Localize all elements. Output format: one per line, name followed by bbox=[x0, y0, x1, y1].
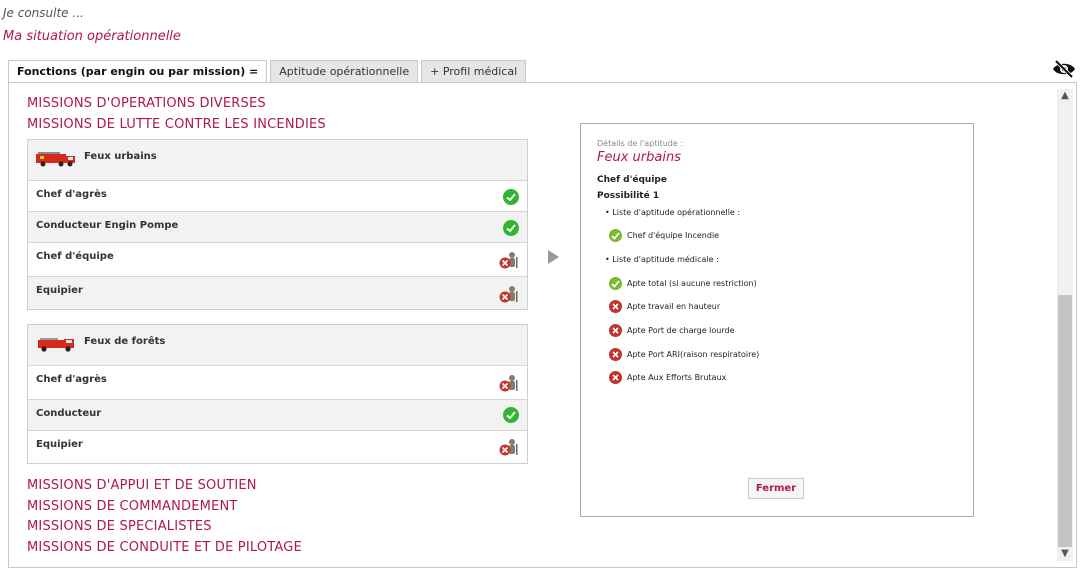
tab-aptitude-operationnelle[interactable]: Aptitude opérationnelle bbox=[270, 60, 418, 82]
scroll-up-icon[interactable]: ▲ bbox=[1061, 90, 1069, 101]
cross-ko-icon bbox=[609, 348, 622, 361]
engine-title: Feux urbains bbox=[84, 151, 157, 162]
role-label: Chef d'agrès bbox=[36, 189, 107, 200]
role-row[interactable] bbox=[28, 400, 527, 431]
aptitude-label: Apte total (si aucune restriction) bbox=[627, 278, 757, 288]
operational-aptitude-item bbox=[609, 228, 719, 242]
medical-aptitude-item bbox=[609, 347, 759, 361]
medical-aptitude-item bbox=[609, 276, 757, 290]
role-label: Chef d'équipe bbox=[36, 251, 114, 262]
operational-list-label: • Liste d'aptitude opérationnelle : bbox=[605, 208, 741, 217]
role-label: Conducteur Engin Pompe bbox=[36, 220, 179, 231]
detail-role: Chef d'équipe bbox=[597, 175, 667, 185]
medical-restriction-icon bbox=[499, 285, 519, 303]
medical-aptitude-item bbox=[609, 323, 735, 337]
role-row[interactable] bbox=[28, 181, 527, 212]
role-row[interactable] bbox=[28, 277, 527, 309]
mission-operations-diverses[interactable]: MISSIONS D'OPERATIONS DIVERSES bbox=[27, 96, 266, 111]
aptitude-label: Apte Port ARI(raison respiratoire) bbox=[627, 349, 760, 359]
role-row[interactable] bbox=[28, 212, 527, 243]
situation-title: Ma situation opérationnelle bbox=[3, 29, 181, 44]
mission-specialistes[interactable]: MISSIONS DE SPECIALISTES bbox=[27, 519, 212, 534]
aptitude-label: Apte Port de charge lourde bbox=[627, 325, 735, 335]
role-row[interactable] bbox=[28, 243, 527, 277]
check-ok-icon bbox=[609, 229, 622, 242]
engine-header bbox=[28, 325, 527, 366]
check-ok-icon bbox=[503, 407, 519, 423]
role-label: Conducteur bbox=[36, 408, 102, 419]
engine-feux-de-forets bbox=[27, 324, 528, 464]
engine-header bbox=[28, 140, 527, 181]
forest-fire-truck-icon bbox=[36, 336, 76, 352]
cross-ko-icon bbox=[609, 300, 622, 313]
aptitude-detail-popup bbox=[580, 123, 974, 517]
close-button[interactable]: Fermer bbox=[748, 478, 804, 499]
engine-title: Feux de forêts bbox=[84, 336, 166, 347]
medical-aptitude-item bbox=[609, 370, 726, 384]
aptitude-label: Chef d'équipe Incendie bbox=[627, 230, 720, 240]
tab-bar bbox=[8, 60, 526, 82]
aptitude-label: Apte Aux Efforts Brutaux bbox=[627, 372, 727, 382]
medical-list-label: • Liste d'aptitude médicale : bbox=[605, 255, 719, 264]
detail-title: Feux urbains bbox=[597, 150, 681, 165]
role-label: Equipier bbox=[36, 285, 83, 296]
cross-ko-icon bbox=[609, 324, 622, 337]
fire-truck-icon bbox=[36, 151, 76, 167]
mission-conduite-pilotage[interactable]: MISSIONS DE CONDUITE ET DE PILOTAGE bbox=[27, 540, 302, 555]
scroll-down-icon[interactable]: ▼ bbox=[1061, 548, 1069, 559]
vertical-scrollbar[interactable] bbox=[1057, 89, 1073, 561]
content-panel bbox=[8, 82, 1077, 568]
scroll-thumb[interactable] bbox=[1058, 295, 1072, 547]
detail-possibility: Possibilité 1 bbox=[597, 191, 660, 201]
aptitude-label: Apte travail en hauteur bbox=[627, 301, 721, 311]
medical-restriction-icon bbox=[499, 374, 519, 392]
role-row[interactable] bbox=[28, 366, 527, 400]
mission-lutte-incendies[interactable]: MISSIONS DE LUTTE CONTRE LES INCENDIES bbox=[27, 117, 326, 132]
role-label: Chef d'agrès bbox=[36, 374, 107, 385]
medical-restriction-icon bbox=[499, 251, 519, 269]
role-label: Equipier bbox=[36, 439, 83, 450]
mission-appui-soutien[interactable]: MISSIONS D'APPUI ET DE SOUTIEN bbox=[27, 478, 257, 493]
mission-commandement[interactable]: MISSIONS DE COMMANDEMENT bbox=[27, 499, 238, 514]
expand-arrow-icon[interactable] bbox=[548, 250, 559, 264]
check-ok-icon bbox=[503, 220, 519, 236]
check-ok-icon bbox=[503, 189, 519, 205]
check-ok-icon bbox=[609, 277, 622, 290]
medical-restriction-icon bbox=[499, 438, 519, 456]
consult-label: Je consulte ... bbox=[3, 6, 84, 20]
eye-off-icon[interactable] bbox=[1052, 59, 1076, 79]
cross-ko-icon bbox=[609, 371, 622, 384]
tab-fonctions[interactable]: Fonctions (par engin ou par mission) = bbox=[8, 60, 267, 83]
detail-caption: Détails de l'aptitude : bbox=[597, 139, 684, 148]
engine-feux-urbains bbox=[27, 139, 528, 310]
medical-aptitude-item bbox=[609, 299, 720, 313]
role-row[interactable] bbox=[28, 431, 527, 463]
tab-profil-medical[interactable]: + Profil médical bbox=[421, 60, 526, 82]
